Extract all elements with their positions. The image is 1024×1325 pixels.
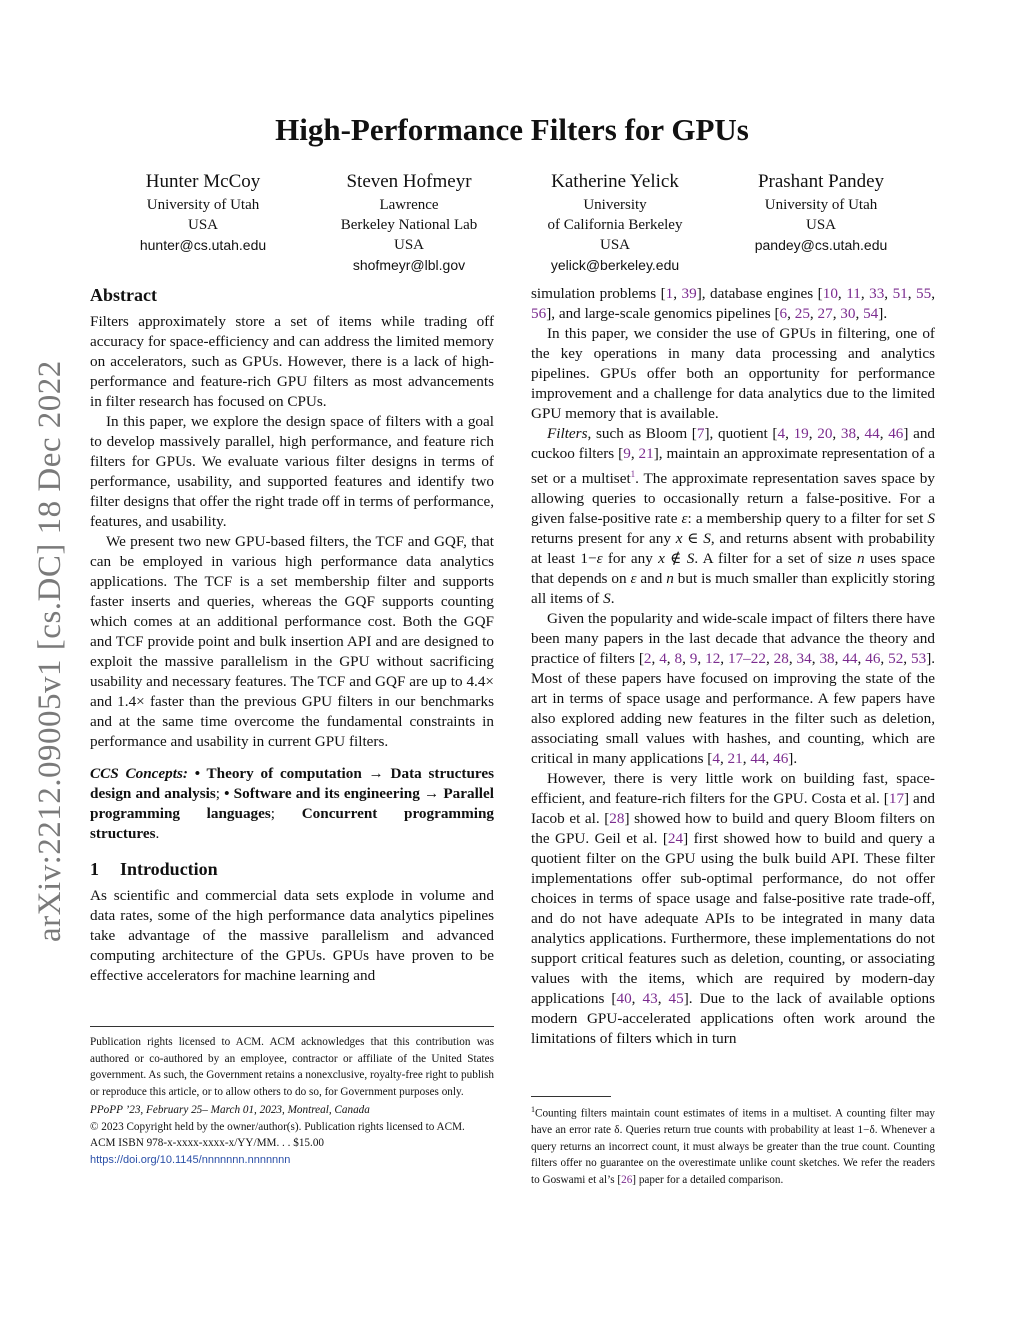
footnote-text: ] paper for a detailed comparison.: [632, 1173, 784, 1186]
doi-link[interactable]: https://doi.org/10.1145/nnnnnnn.nnnnnnn: [90, 1153, 291, 1166]
author-email: hunter@cs.utah.edu: [139, 237, 267, 253]
body-paragraph: Given the popularity and wide-scale impact of filters there have been many papers in the last decade that advance the theory and practice of filters [2, 4, 8, 9, 12, 17–22, 28, 34, 38, 44, 46, 52, 53]. Most of these papers have focused on improving the state of the art in terms of space usage and performance. A few papers have also explored adding new features in the filter such as deletion, associating small values with hashes, and counting, which are critical in many applications [4, 21, 44, 46].: [531, 610, 936, 768]
author-block: [510, 170, 720, 275]
citation-link[interactable]: 55: [916, 285, 932, 302]
left-column: [90, 284, 494, 986]
citation-link[interactable]: 6: [779, 305, 788, 322]
citation-link[interactable]: 46: [773, 750, 789, 768]
citation-link[interactable]: 20: [817, 425, 833, 442]
intro-paragraph: As scientific and commercial data sets explode in volume and data rates, some of the high performance data analytics pipelines take advantage of the massive parallelism and advanced computing architecture of the GPUs. GPUs have proven to be effective accelerators for machine learning and: [90, 887, 494, 984]
citation-link[interactable]: 38: [819, 650, 835, 668]
conference-info: PPoPP ’23, February 25– March 01, 2023, Montreal, Canada: [90, 1104, 370, 1116]
author-affiliation: University of Utah: [146, 197, 260, 213]
citation-link[interactable]: 46: [865, 650, 881, 668]
citation-link[interactable]: 10: [822, 285, 838, 302]
body-paragraph: simulation problems [1, 39], database engines [10, 11, 33, 51, 55, 56], and large-scale genomics pipelines [6, 25, 27, 30, 54].: [531, 285, 936, 322]
author-name: Katherine Yelick: [551, 171, 679, 192]
citation-link[interactable]: 21: [638, 445, 654, 462]
citation-link[interactable]: 54: [863, 305, 879, 322]
footnote-rule: [90, 1026, 494, 1027]
citation-link[interactable]: 12: [705, 650, 721, 668]
body-paragraph: In this paper, we consider the use of GPUs in filtering, one of the key operations in many data processing and analytics pipelines. GPUs offer both an opportunity for performance improvement and a challenge for data analytics due to the limited GPU memory that is available.: [531, 325, 935, 422]
author-country: USA: [599, 237, 630, 253]
ccs-concept: • Theory of computation → Data structures design and analysis: [90, 765, 495, 802]
ccs-label: CCS Concepts:: [90, 765, 188, 782]
abstract-heading: Abstract: [90, 285, 157, 305]
abstract-paragraph: We present two new GPU-based filters, the TCF and GQF, that can be employed in various high performance data analytics applications. The TCF is a set membership filter and supports faster inserts and queries, whereas the GQF supports counting which comes at an additional performance cost. Both the GQF and TCF provide point and bulk insertion API and are designed to exploit the massive parallelism in the GPU without sacrificing usability and necessary features. The TCF and GQF are up to 4.4× and 1.4× faster than the previous GPU filters in our benchmarks and at the same time overcome the fundamental constraints in performance and usability in current GPU filters.: [90, 533, 494, 750]
author-country: USA: [187, 217, 218, 233]
citation-link[interactable]: 28: [609, 810, 625, 828]
author-block: [98, 170, 308, 255]
citation-link[interactable]: 43: [642, 990, 658, 1008]
citation-link[interactable]: 24: [667, 830, 684, 848]
author-affiliation: Lawrence: [379, 197, 439, 213]
paper-title: High-Performance Filters for GPUs: [275, 112, 749, 147]
citation-link[interactable]: 30: [840, 305, 856, 322]
author-affiliation: Berkeley National Lab: [340, 217, 478, 233]
citation-link[interactable]: 9: [689, 650, 698, 668]
citation-link[interactable]: 7: [696, 425, 705, 442]
author-name: Prashant Pandey: [757, 171, 885, 192]
ccs-concept: Concurrent programming structures: [90, 805, 494, 842]
ccs-separator: ;: [270, 805, 302, 822]
author-name: Steven Hofmeyr: [346, 171, 472, 192]
citation-link[interactable]: 9: [623, 445, 631, 462]
author-country: USA: [805, 217, 836, 233]
author-email: shofmeyr@lbl.gov: [352, 257, 466, 273]
citation-link[interactable]: 53: [911, 650, 927, 668]
citation-link[interactable]: 56: [531, 305, 547, 322]
citation-link[interactable]: 44: [842, 650, 858, 668]
footnote-number: 1: [531, 1105, 535, 1114]
citation-link[interactable]: 27: [817, 305, 833, 322]
abstract-paragraph: In this paper, we explore the design space of filters with a goal to develop massively parallel, high performance, and feature rich filters for GPUs. We evaluate various filter designs in terms of performance, usability, and supported features and identify two filter designs that offer the right trade off in terms of performance, features, and usability.: [90, 413, 494, 530]
citation-link[interactable]: 25: [794, 305, 810, 322]
citation-link[interactable]: 1: [665, 285, 674, 302]
citation-link[interactable]: 46: [888, 425, 904, 442]
abstract-paragraph: Filters approximately store a set of items while trading off accuracy for space-efficiency and can address the limited memory on accelerators, such as GPUs. However, there is a lack of high-performance and feature-rich GPU filters as most advancements in filter research has focused on CPUs.: [90, 313, 494, 410]
rights-statement: Publication rights licensed to ACM. ACM acknowledges that this contribution was authored or co-authored by an employee, contractor or affiliate of the United States government. As such, the Government retains a nonexclusive, royalty-free right to publish or reproduce this article, or to allow others to do so, for Government purposes only.: [90, 1036, 494, 1098]
author-country: USA: [393, 237, 424, 253]
author-email: pandey@cs.utah.edu: [754, 237, 888, 253]
citation-link[interactable]: 8: [674, 650, 683, 668]
footnote-text: Counting filters maintain count estimates of items in a multiset. A counting filter may have an error rate δ. Queries return true counts with probability at least 1−δ. Whenever a query returns an incorrect count, it must always be greater than the true count. Counting filters offer no guarantee on the overestimate unlike count sketches. We refer the readers to Goswami et al’s [: [531, 1107, 935, 1186]
citation-link[interactable]: 2: [643, 650, 652, 668]
author-block: [304, 170, 514, 275]
arxiv-id: arXiv:2212.09005v1 [cs.DC] 18 Dec 2022: [32, 360, 68, 942]
copyright-notice: © 2023 Copyright held by the owner/author(s). Publication rights licensed to ACM.: [90, 1120, 465, 1133]
body-paragraph: However, there is very little work on building fast, space-efficient, and feature-rich filters for the GPU. Costa et al. [17] and Iacob et al. [28] showed how to build and query Bloom filters on the GPU. Geil et al. [24] first showed how to build and query a quotient filter on the GPU using the bulk build API. These filter implementations offer sub-optimal performance, do not offer choices in terms of space usage and false-positive rate trade-off, and do not have adequate APIs to be integrated in many data analytics applications. Furthermore, these implementations do not support critical features such as deletion, counting, or associating values with the items, which are required by modern-day applications [40, 43, 45]. Due to the lack of available options modern GPU-accelerated applications often work around the limitations of filters which in turn: [531, 770, 936, 1048]
footnote-ref[interactable]: 1: [630, 469, 636, 479]
section-title: Introduction: [120, 859, 218, 879]
author-name: Hunter McCoy: [145, 171, 261, 192]
citation-link[interactable]: 44: [750, 750, 766, 768]
author-affiliation: of California Berkeley: [547, 217, 683, 233]
author-affiliation: University of Utah: [764, 197, 878, 213]
citation-link[interactable]: 11: [846, 285, 861, 302]
citation-link[interactable]: 33: [869, 285, 885, 302]
citation-link[interactable]: 28: [773, 650, 789, 668]
footnote-rule: [531, 1096, 611, 1097]
footnote: [531, 1102, 935, 1188]
citation-link[interactable]: 45: [668, 990, 684, 1008]
citation-link[interactable]: 34: [796, 650, 812, 668]
citation-link[interactable]: 17: [888, 790, 905, 808]
citation-link[interactable]: 44: [864, 425, 880, 442]
citation-link[interactable]: 51: [892, 285, 908, 302]
citation-link[interactable]: 17–22: [727, 650, 766, 668]
author-affiliation: University: [583, 197, 647, 213]
arxiv-stamp: [28, 352, 68, 942]
section-number: 1: [90, 859, 99, 879]
citation-link[interactable]: 52: [888, 650, 904, 668]
citation-link[interactable]: 38: [840, 425, 857, 442]
body-paragraph: Filters, such as Bloom [7], quotient [4, 19, 20, 38, 44, 46] and cuckoo filters [9, 21], maintain an approximate representation of a set or a multiset$^1$. The approximate representation saves space by allowing queries to occasionally return a false-positive. For a given false-positive rate ε: a membership query to a filter for set S returns present for any x ∈ S, and returns absent with probability at least 1−ε for any x ∉ S. A filter for a set of size n uses space that depends on ε and n but is much smaller than explicitly storing all items of S.: [531, 425, 936, 608]
ccs-separator: ;: [215, 785, 225, 802]
citation-link[interactable]: 4: [712, 750, 720, 768]
author-block: [716, 170, 926, 255]
ccs-concept: • Software and its engineering → Parallel programming languages: [90, 785, 494, 822]
citation-link[interactable]: 39: [681, 285, 697, 302]
citation-link[interactable]: 19: [793, 425, 809, 442]
citation-link[interactable]: 21: [727, 750, 743, 768]
ccs-concepts: [90, 764, 494, 844]
section-heading: [90, 858, 494, 880]
citation-link[interactable]: 4: [659, 650, 667, 668]
citation-link[interactable]: 26: [621, 1173, 633, 1186]
author-email: yelick@berkeley.edu: [550, 257, 680, 273]
citation-link[interactable]: 40: [616, 990, 632, 1008]
right-column: [531, 284, 935, 1049]
isbn: ACM ISBN 978-x-xxxx-xxxx-x/YY/MM. . . $15.00: [90, 1137, 325, 1149]
ccs-period: .: [155, 825, 160, 842]
publication-notes: [90, 1034, 494, 1168]
citation-link[interactable]: 4: [777, 425, 786, 442]
